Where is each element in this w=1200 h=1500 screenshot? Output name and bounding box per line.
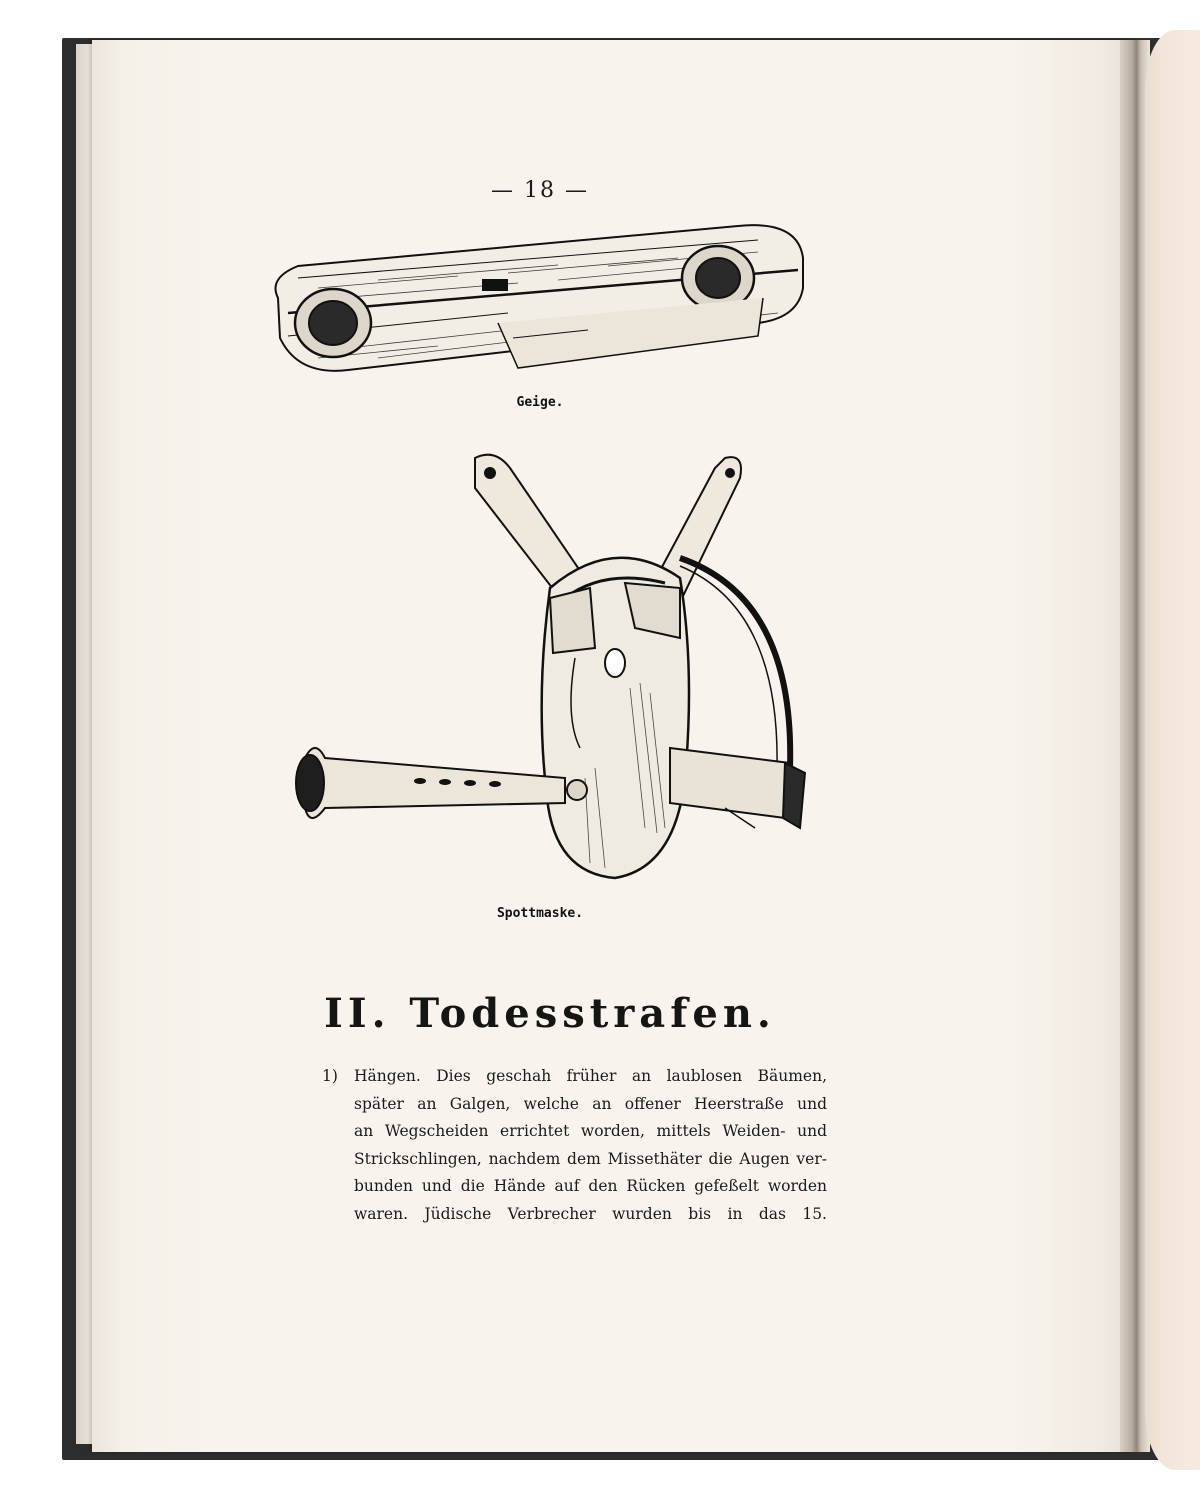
facing-page-edge bbox=[1145, 30, 1200, 1470]
spottmaske-illustration bbox=[285, 448, 825, 898]
paragraph bbox=[322, 1063, 827, 1228]
geige-illustration bbox=[258, 218, 818, 388]
paragraph-line: an Wegscheiden errichtet worden, mittels Weiden- und bbox=[354, 1122, 827, 1140]
paragraph-line: waren. Jüdische Verbrecher wurden bis in das 15. bbox=[354, 1204, 827, 1223]
figure-caption-geige: Geige. bbox=[516, 395, 564, 410]
paragraph-line: später an Galgen, welche an offener Heerstraße und bbox=[354, 1094, 827, 1113]
figure-caption-spottmaske: Spottmaske. bbox=[496, 906, 584, 921]
section-heading: II. Todesstrafen. bbox=[324, 990, 776, 1037]
paragraph-line: bunden und die Hände auf den Rücken gefeßelt worden bbox=[354, 1177, 827, 1195]
paragraph-line: Strickschlingen, nachdem dem Missethäter die Augen ver- bbox=[354, 1149, 827, 1168]
paragraph-number: 1) bbox=[322, 1067, 338, 1085]
paragraph-line bbox=[322, 1063, 827, 1091]
page-number: — 18 — bbox=[491, 178, 589, 203]
paragraph-line-text: Hängen. Dies geschah früher an laublosen Bäumen, bbox=[354, 1067, 827, 1085]
